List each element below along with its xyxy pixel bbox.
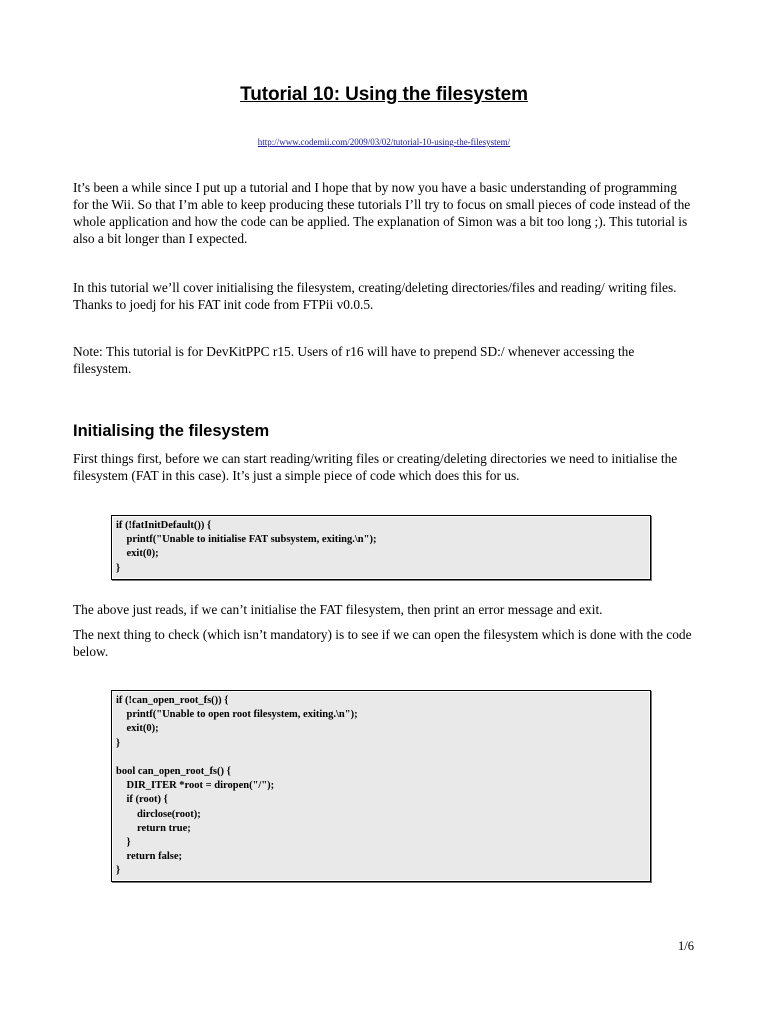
code-line: if (root) {: [116, 794, 168, 806]
code-block-2: [111, 690, 651, 882]
code-line: }: [116, 737, 121, 749]
code-line: printf("Unable to open root filesystem, exiting.\n");: [116, 709, 358, 721]
section-heading: Initialising the filesystem: [73, 422, 270, 440]
code-block-1: [111, 515, 651, 580]
source-link[interactable]: http://www.codemii.com/2009/03/02/tutorial-10-using-the-filesystem/: [257, 137, 511, 147]
section-paragraph-2: The above just reads, if we can’t initialise the FAT filesystem, then print an error message and exit.: [73, 602, 603, 617]
code-line: }: [116, 562, 121, 574]
code-line: return true;: [116, 822, 191, 834]
code-line: return false;: [116, 851, 182, 863]
intro-paragraph-2: In this tutorial we’ll cover initialising the filesystem, creating/deleting directories/files and reading/ writing files. Thanks to joedj for his FAT init code from FTPii v0.0.5.: [73, 280, 677, 312]
code-line: }: [116, 865, 121, 877]
code-line: bool can_open_root_fs() {: [116, 765, 231, 777]
code-line: printf("Unable to initialise FAT subsystem, exiting.\n");: [116, 534, 377, 546]
section-paragraph-1: First things first, before we can start reading/writing files or creating/deleting directories we need to initialise the filesystem (FAT in this case). It’s just a simple piece of code which does this for us.: [73, 451, 678, 483]
section-paragraph-3: The next thing to check (which isn’t mandatory) is to see if we can open the filesystem which is done with the code below.: [73, 627, 692, 659]
code-line: }: [116, 836, 131, 848]
code-line: if (!fatInitDefault()) {: [116, 520, 212, 531]
code-line: exit(0);: [116, 723, 159, 735]
code-line: dirclose(root);: [116, 808, 201, 820]
page-title: Tutorial 10: Using the filesystem: [240, 84, 528, 105]
code-line: DIR_ITER *root = diropen("/");: [116, 780, 275, 792]
intro-paragraph-1: It’s been a while since I put up a tutorial and I hope that by now you have a basic understanding of programming for the Wii. So that I’m able to keep producing these tutorials I’ll try to focus on small pieces of code instead of the whole application and how the code can be applied. The explanation of Simon was a bit too long ;). This tutorial is also a bit longer than I expected.: [73, 180, 691, 246]
page-number: 1/6: [678, 939, 694, 953]
code-line: if (!can_open_root_fs()) {: [116, 695, 229, 706]
code-line: exit(0);: [116, 548, 159, 560]
code-line: [116, 751, 646, 765]
intro-paragraph-3: Note: This tutorial is for DevKitPPC r15. Users of r16 will have to prepend SD:/ whenever accessing the filesystem.: [73, 344, 635, 376]
